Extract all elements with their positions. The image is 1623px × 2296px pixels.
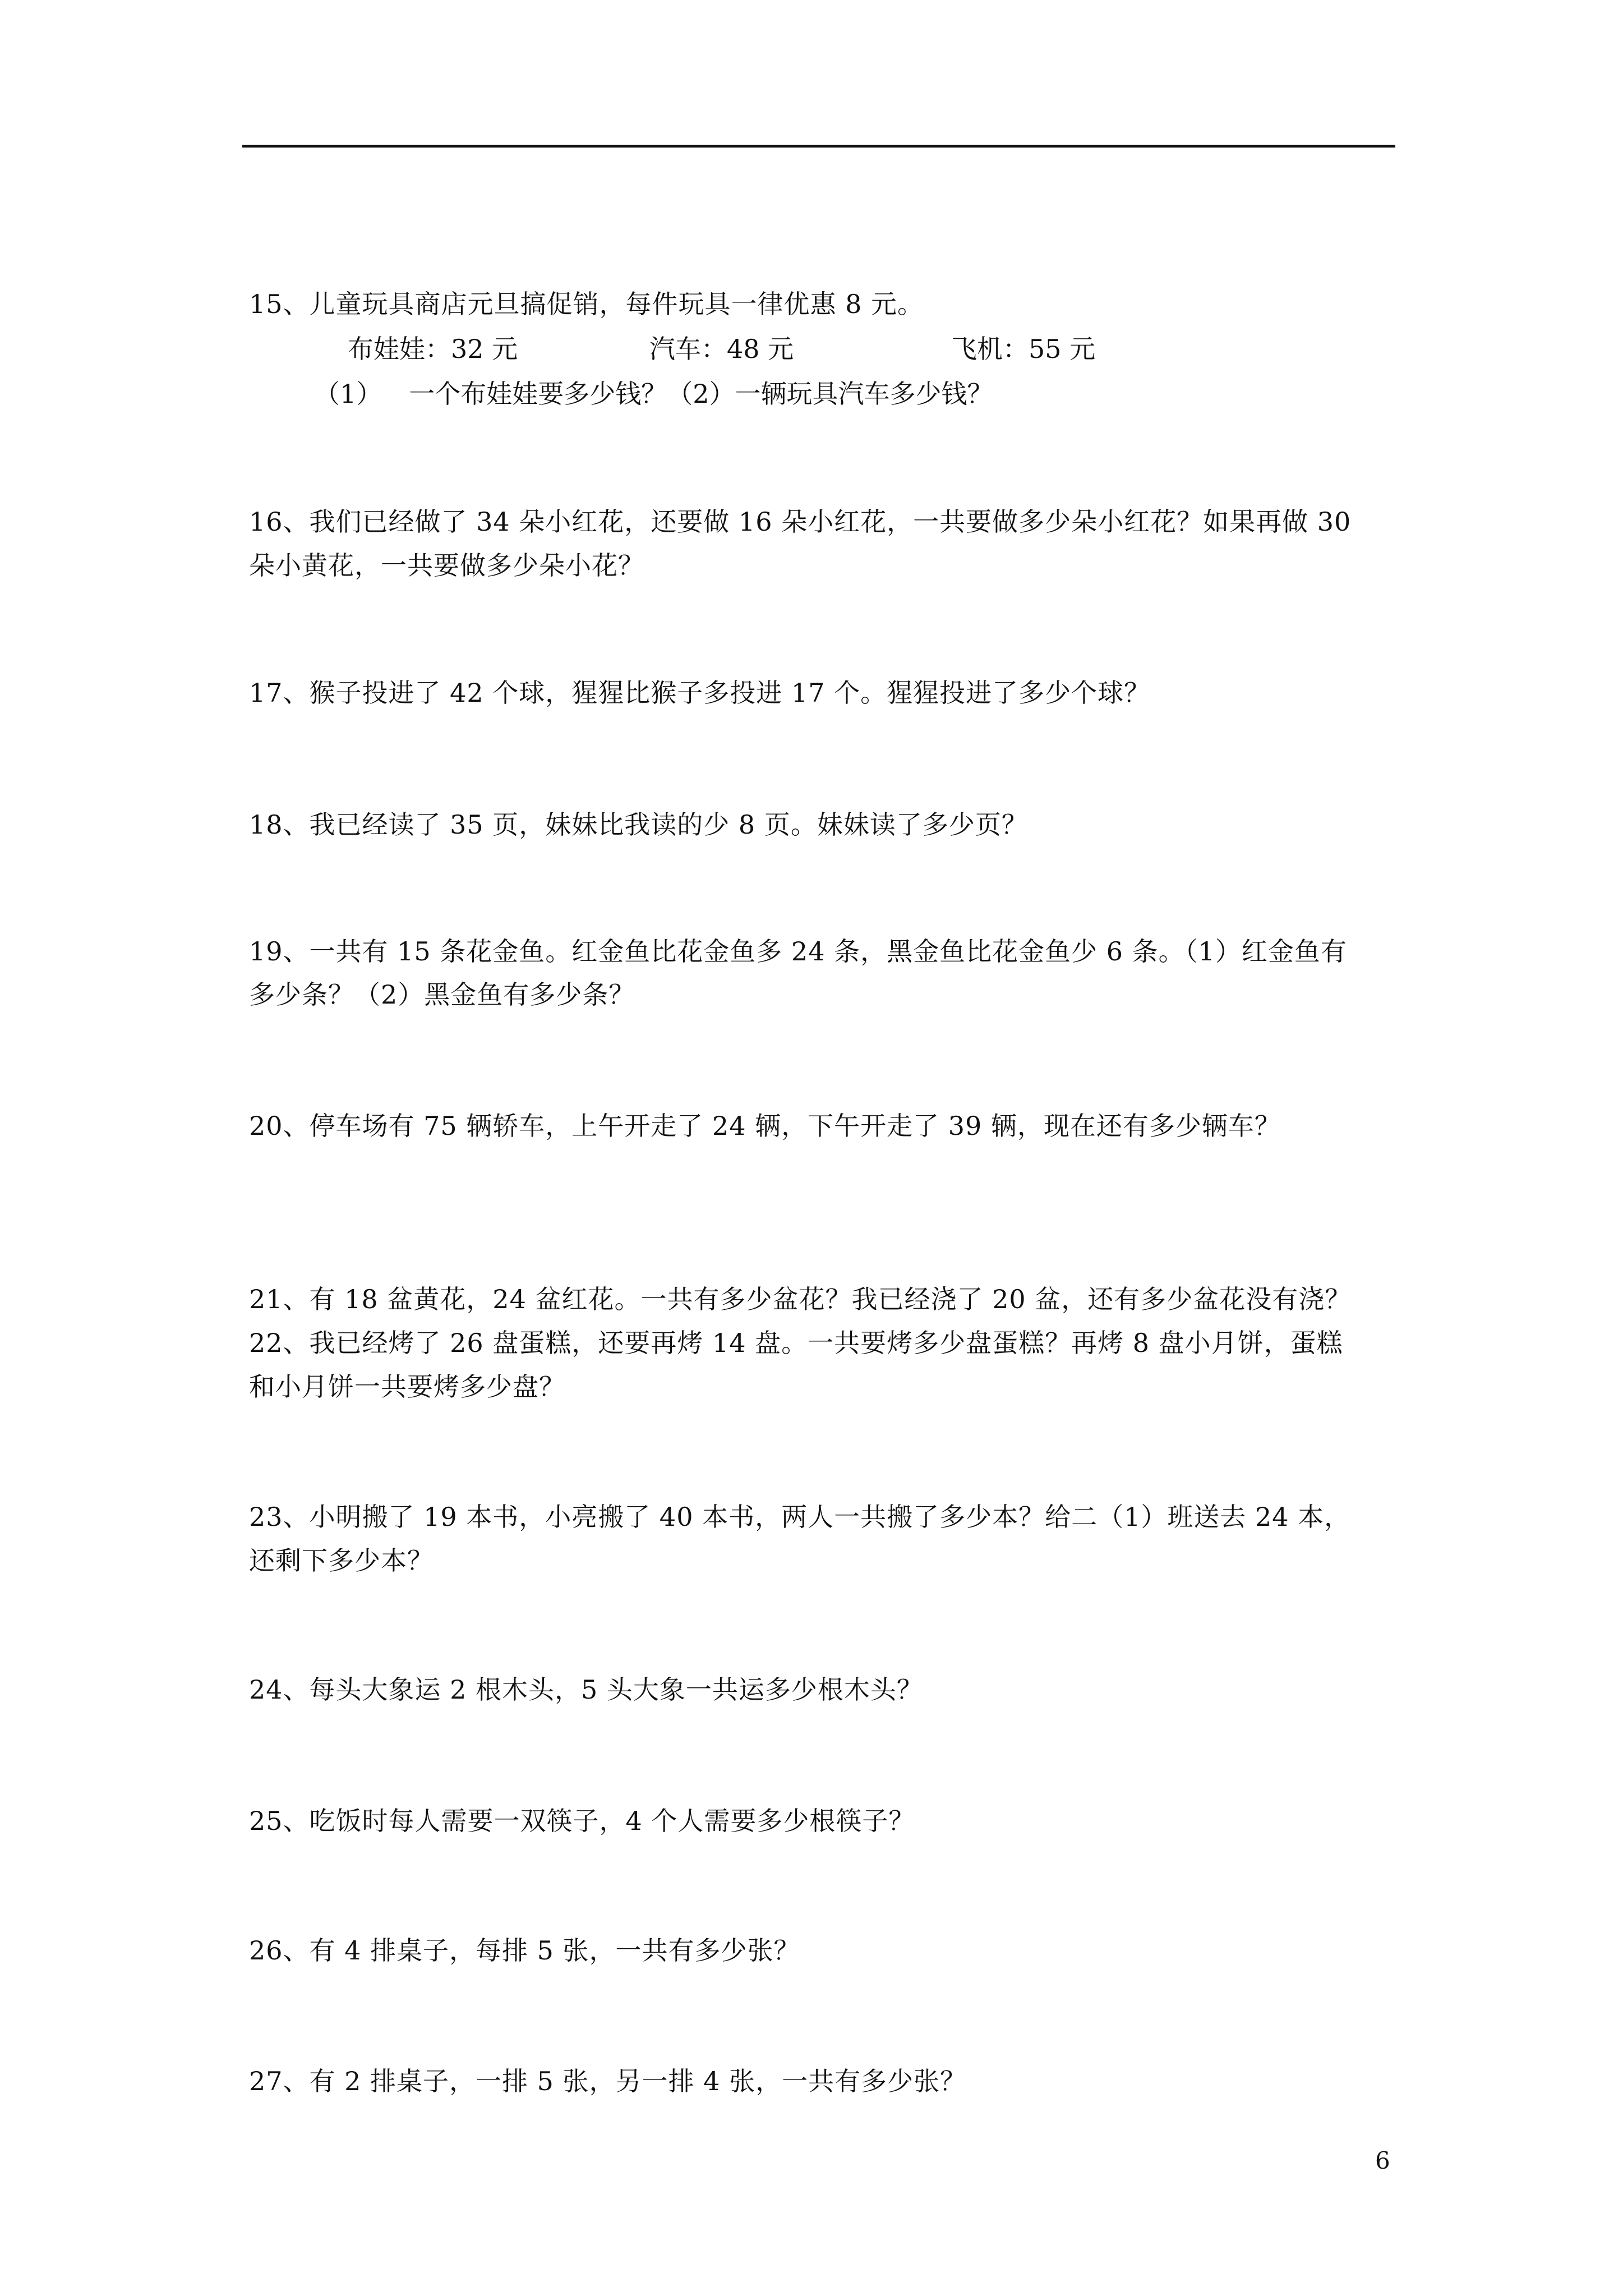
question-19-line-2: 多少条？（2）黑金鱼有多少条？ [249, 979, 635, 1010]
question-15-subquestions [314, 377, 993, 411]
question-21: 21、有 18 盆黄花，24 盆红花。一共有多少盆花？我已经浇了 20 盆，还有多少盆花没有浇？ [249, 1284, 1352, 1314]
question-23-line-2: 还剩下多少本？ [249, 1545, 434, 1576]
question-23-line-1: 23、小明搬了 19 本书，小亮搬了 40 本书，两人一共搬了多少本？给二（1）班送去 24 本， [249, 1502, 1351, 1532]
question-16-line-1: 16、我们已经做了 34 朵小红花，还要做 16 朵小红花，一共要做多少朵小红花？如果再做 30 [249, 507, 1352, 537]
page-number: 6 [1375, 2147, 1390, 2174]
price-plane: 飞机：55 元 [951, 334, 1096, 364]
question-19-line-1: 19、一共有 15 条花金鱼。红金鱼比花金鱼多 24 条，黑金鱼比花金鱼少 6 条。（1）红金鱼有 [249, 936, 1347, 967]
question-22-line-2: 和小月饼一共要烤多少盘？ [249, 1372, 565, 1402]
question-27: 27、有 2 排桌子，一排 5 张，另一排 4 张，一共有多少张？ [249, 2066, 967, 2096]
subquestion-text: 一个布娃娃要多少钱？（2）一辆玩具汽车多少钱？ [409, 379, 993, 409]
question-15-title: 15、儿童玩具商店元旦搞促销，每件玩具一律优惠 8 元。 [249, 289, 924, 319]
header-rule [242, 145, 1395, 148]
question-17: 17、猴子投进了 42 个球，猩猩比猴子多投进 17 个。猩猩投进了多少个球？ [249, 678, 1151, 708]
subquestion-1-marker: （1） [314, 379, 382, 409]
question-22-line-1: 22、我已经烤了 26 盘蛋糕，还要再烤 14 盘。一共要烤多少盘蛋糕？再烤 8 盘小月饼，蛋糕 [249, 1328, 1343, 1358]
question-15-prices [348, 332, 1095, 366]
question-25: 25、吃饭时每人需要一双筷子，4 个人需要多少根筷子？ [249, 1806, 915, 1836]
question-20: 20、停车场有 75 辆轿车，上午开走了 24 辆，下午开走了 39 辆，现在还有多少辆车？ [249, 1111, 1281, 1141]
question-26: 26、有 4 排桌子，每排 5 张，一共有多少张？ [249, 1935, 800, 1966]
question-16-line-2: 朵小黄花，一共要做多少朵小花？ [249, 550, 644, 581]
question-18: 18、我已经读了 35 页，妹妹比我读的少 8 页。妹妹读了多少页？ [249, 809, 1028, 840]
question-24: 24、每头大象运 2 根木头，5 头大象一共运多少根木头？ [249, 1674, 923, 1705]
price-doll: 布娃娃：32 元 [348, 334, 518, 364]
price-car: 汽车：48 元 [649, 334, 794, 364]
